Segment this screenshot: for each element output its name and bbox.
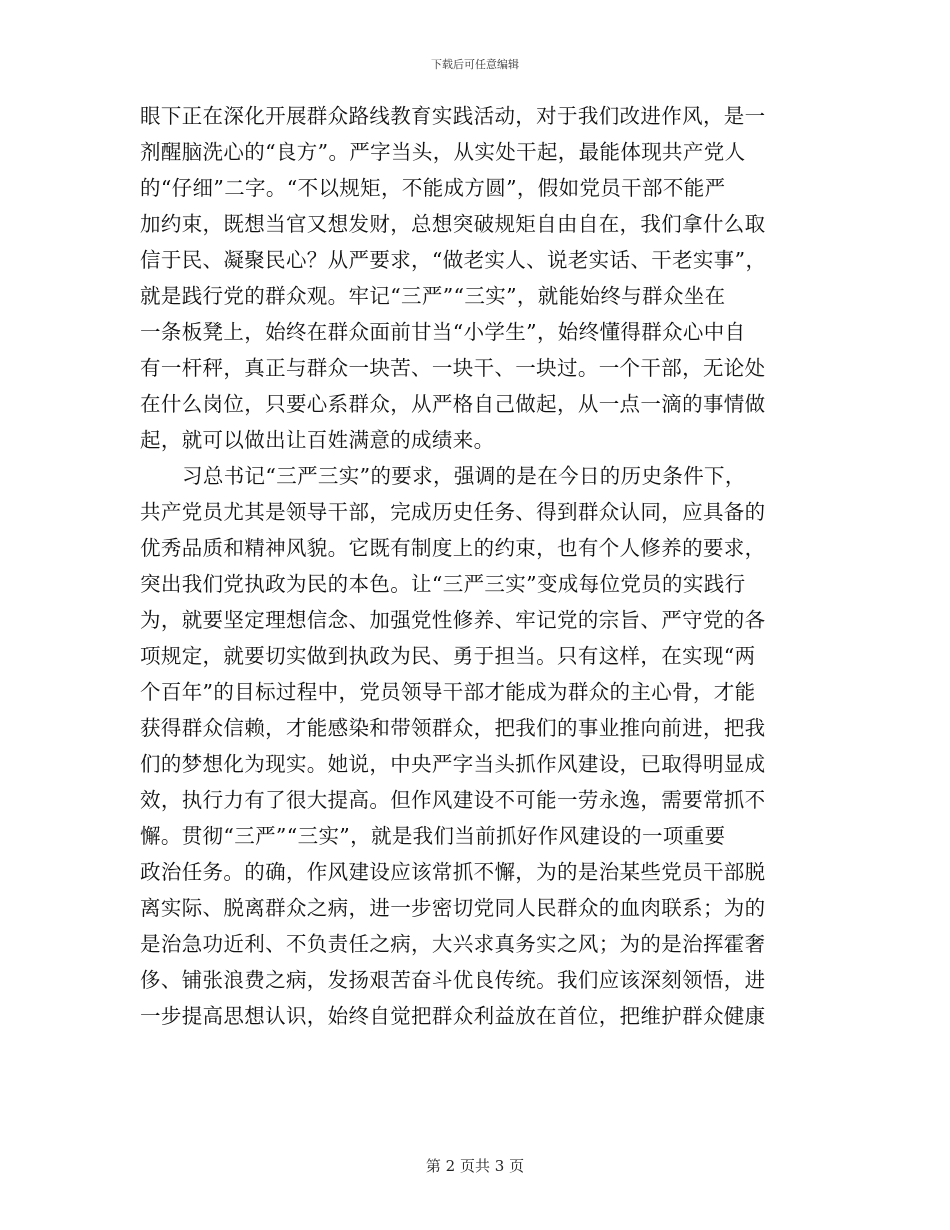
- text-line: 信于民、凝聚民心？从严要求，“做老实人、说老实话、干老实事”，: [140, 248, 767, 272]
- text-line: 眼下正在深化开展群众路线教育实践活动，对于我们改进作风，是一: [140, 104, 766, 128]
- text-line: 个百年”的目标过程中，党员领导干部才能成为群众的主心骨，才能: [140, 680, 756, 704]
- text-line: 加约束，既想当官又想发财，总想突破规矩自由自在，我们拿什么取: [140, 212, 766, 236]
- text-line: 离实际、脱离群众之病，进一步密切党同人民群众的血肉联系；为的: [140, 896, 766, 920]
- text-line: 们的梦想化为现实。她说，中央严字当头抓作风建设，已取得明显成: [140, 752, 766, 776]
- text-line: 剂醒脑洗心的“良方”。严字当头，从实处干起，最能体现共产党人: [140, 140, 746, 164]
- page-header: 下载后可任意编辑: [431, 58, 519, 71]
- text-line: 效，执行力有了很大提高。但作风建设不可能一劳永逸，需要常抓不: [140, 788, 766, 812]
- text-line: 突出我们党执政为民的本色。让“三严三实”变成每位党员的实践行: [140, 572, 746, 596]
- text-line: 一步提高思想认识，始终自觉把群众利益放在首位，把维护群众健康: [140, 1004, 766, 1028]
- text-line: 共产党员尤其是领导干部，完成历史任务、得到群众认同，应具备的: [140, 500, 766, 524]
- text-line: 为，就要坚定理想信念、加强党性修养、牢记党的宗旨、严守党的各: [140, 608, 766, 632]
- text-line: 有一杆秤，真正与群众一块苦、一块干、一块过。一个干部，无论处: [140, 356, 766, 380]
- text-line: 侈、铺张浪费之病，发扬艰苦奋斗优良传统。我们应该深刻领悟，进: [140, 968, 766, 992]
- text-line: 一条板凳上，始终在群众面前甘当“小学生”，始终懂得群众心中自: [140, 320, 746, 344]
- paragraph-start-line: 习总书记“三严三实”的要求，强调的是在今日的历史条件下，: [182, 464, 746, 488]
- text-line: 的“仔细”二字。“不以规矩，不能成方圆”，假如党员干部不能严: [140, 176, 726, 200]
- text-line: 优秀品质和精神风貌。它既有制度上的约束，也有个人修养的要求，: [140, 536, 766, 560]
- text-line: 起，就可以做出让百姓满意的成绩来。: [140, 428, 495, 452]
- document-body: [140, 98, 810, 1034]
- text-line: 是治急功近利、不负责任之病，大兴求真务实之风；为的是治挥霍奢: [140, 932, 766, 956]
- text-line: 就是践行党的群众观。牢记“三严”“三实”，就能始终与群众坐在: [140, 284, 726, 308]
- page-number: 第 2 页共 3 页: [425, 1157, 525, 1175]
- text-line: 项规定，就要切实做到执政为民、勇于担当。只有这样，在实现“两: [140, 644, 756, 668]
- text-line: 政治任务。的确，作风建设应该常抓不懈，为的是治某些党员干部脱: [140, 860, 766, 884]
- text-line: 获得群众信赖，才能感染和带领群众，把我们的事业推向前进，把我: [140, 716, 766, 740]
- text-line: 懈。贯彻“三严”“三实”，就是我们当前抓好作风建设的一项重要: [140, 824, 726, 848]
- text-line: 在什么岗位，只要心系群众，从严格自己做起，从一点一滴的事情做: [140, 392, 766, 416]
